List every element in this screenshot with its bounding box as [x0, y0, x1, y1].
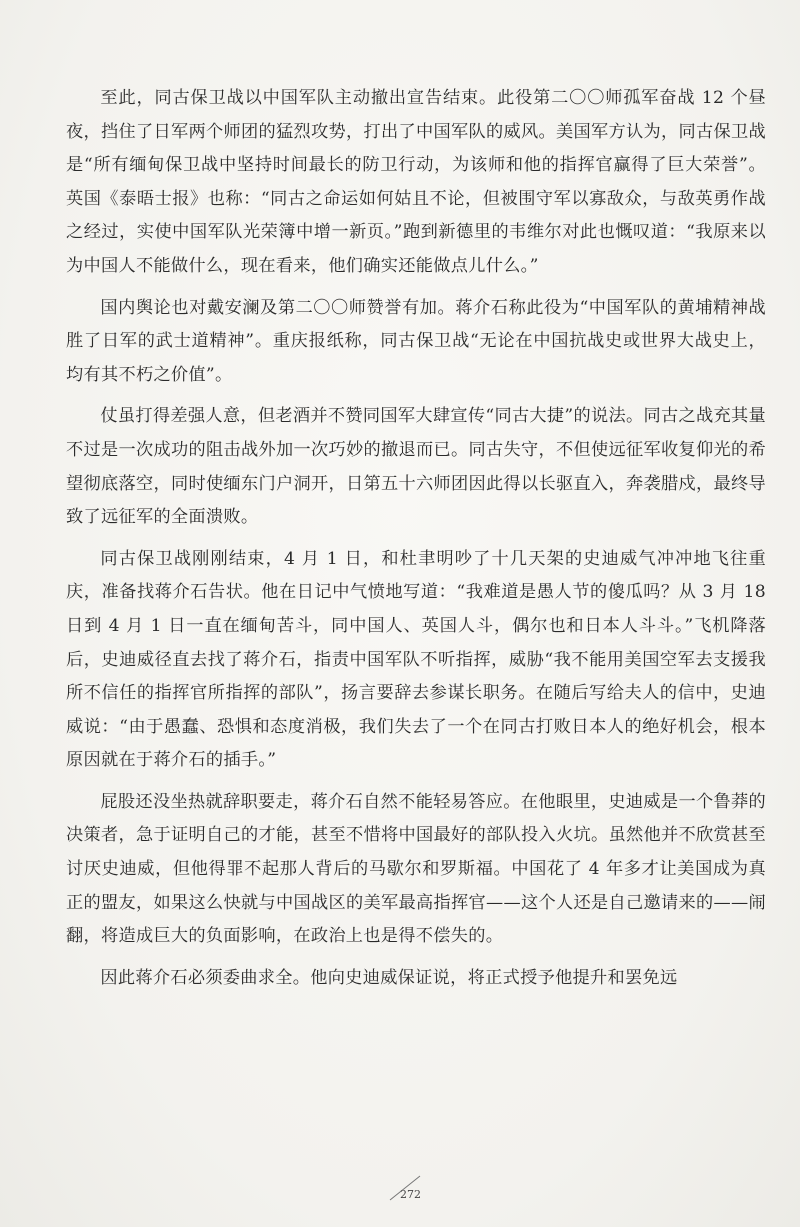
body-text: [66, 82, 766, 1003]
paragraph-6: 因此蒋介石必须委曲求全。他向史迪威保证说，将正式授予他提升和罢免远: [100, 967, 678, 988]
paragraph-4: 同古保卫战刚刚结束，4 月 1 日，和杜聿明吵了十几天架的史迪威气冲冲地飞往重庆，准备找蒋介石告状。他在日记中气愤地写道：“我难道是愚人节的傻瓜吗？从 3 月 18 日到 4 月 1 日一直在缅甸苦斗，同中国人、英国人斗，偶尔也和日本人斗斗。”飞机降落后，史迪威径直去找了蒋介石，指责中国军队不听指挥，威胁“我不能用美国空军去支援我所不信任的指挥官所指挥的部队”，扬言要辞去参谋长职务。在随后写给夫人的信中，史迪威说：“由于愚蠢、恐惧和态度消极，我们失去了一个在同古打败日本人的绝好机会，根本原因就在于蒋介石的插手。”: [66, 548, 766, 771]
page-number: 272: [400, 1188, 421, 1201]
paragraph-5: 屁股还没坐热就辞职要走，蒋介石自然不能轻易答应。在他眼里，史迪威是一个鲁莽的决策者，急于证明自己的才能，甚至不惜将中国最好的部队投入火坑。虽然他并不欣赏甚至讨厌史迪威，但他得罪不起那人背后的马歇尔和罗斯福。中国花了 4 年多才让美国成为真正的盟友，如果这么快就与中国战区的美军最高指挥官——这个人还是自己邀请来的——闹翻，将造成巨大的负面影响，在政治上也是得不偿失的。: [66, 791, 766, 947]
paragraph-2: 国内舆论也对戴安澜及第二〇〇师赞誉有加。蒋介石称此役为“中国军队的黄埔精神战胜了日军的武士道精神”。重庆报纸称，同古保卫战“无论在中国抗战史或世界大战史上，均有其不朽之价值”。: [66, 297, 766, 385]
paragraph-1: 至此，同古保卫战以中国军队主动撤出宣告结束。此役第二〇〇师孤军奋战 12 个昼夜，挡住了日军两个师团的猛烈攻势，打出了中国军队的威风。美国军方认为，同古保卫战是“所有缅甸保卫战中坚持时间最长的防卫行动，为该师和他的指挥官赢得了巨大荣誉”。英国《泰晤士报》也称：“同古之命运如何姑且不论，但被围守军以寡敌众，与敌英勇作战之经过，实使中国军队光荣簿中增一新页。”跑到新德里的韦维尔对此也慨叹道：“我原来以为中国人不能做什么，现在看来，他们确实还能做点儿什么。”: [66, 88, 766, 276]
paragraph-3: 仗虽打得差强人意，但老酒并不赞同国军大肆宣传“同古大捷”的说法。同古之战充其量不过是一次成功的阻击战外加一次巧妙的撤退而已。同古失守，不但使远征军收复仰光的希望彻底落空，同时使缅东门户洞开，日第五十六师团因此得以长驱直入，奔袭腊戍，最终导致了远征军的全面溃败。: [66, 406, 766, 528]
page-footer: [0, 1168, 800, 1218]
